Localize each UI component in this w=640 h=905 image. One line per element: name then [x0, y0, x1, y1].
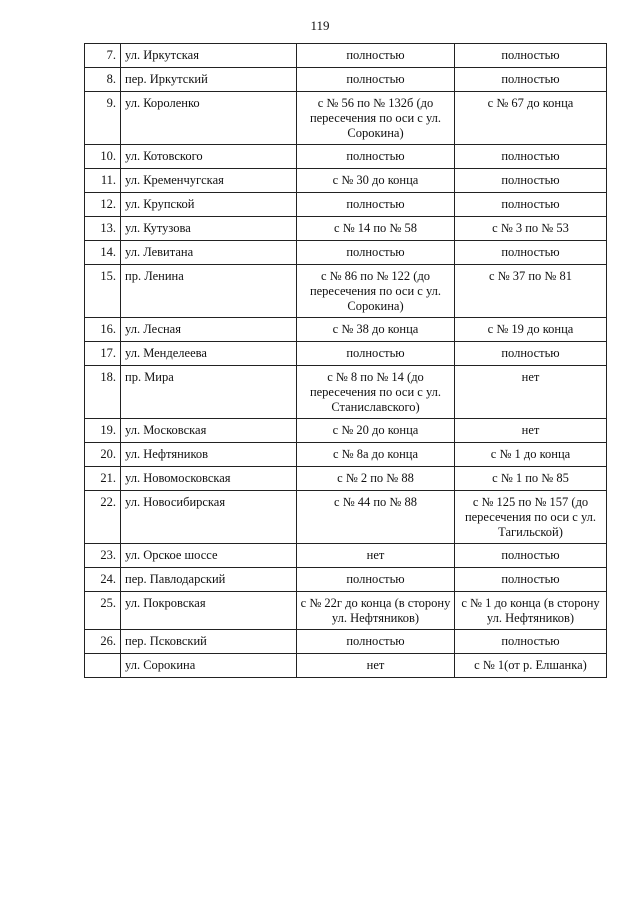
row-number-cell: 21.	[85, 467, 121, 491]
street-name-cell: ул. Новосибирская	[121, 491, 297, 544]
range-a-cell: полностью	[297, 568, 455, 592]
table-row	[85, 217, 607, 241]
table-row	[85, 92, 607, 145]
range-b-cell: с № 125 по № 157 (до пересечения по оси с ул. Тагильской)	[455, 491, 607, 544]
range-b-cell: с № 1(от р. Елшанка)	[455, 654, 607, 678]
range-a-cell: полностью	[297, 630, 455, 654]
row-number-cell	[85, 654, 121, 678]
table-row	[85, 265, 607, 318]
row-number-cell: 25.	[85, 592, 121, 630]
range-a-cell: с № 14 по № 58	[297, 217, 455, 241]
range-b-cell: нет	[455, 419, 607, 443]
street-name-cell: ул. Котовского	[121, 145, 297, 169]
row-number-cell: 18.	[85, 366, 121, 419]
range-a-cell: с № 22г до конца (в сторону ул. Нефтяников)	[297, 592, 455, 630]
range-a-cell: с № 38 до конца	[297, 318, 455, 342]
table-row	[85, 568, 607, 592]
row-number-cell: 14.	[85, 241, 121, 265]
range-a-cell: полностью	[297, 193, 455, 217]
row-number-cell: 9.	[85, 92, 121, 145]
table-row	[85, 241, 607, 265]
range-b-cell: полностью	[455, 342, 607, 366]
table-row	[85, 145, 607, 169]
range-b-cell: полностью	[455, 193, 607, 217]
range-a-cell: полностью	[297, 241, 455, 265]
range-a-cell: с № 86 по № 122 (до пересечения по оси с ул. Сорокина)	[297, 265, 455, 318]
range-b-cell: полностью	[455, 630, 607, 654]
range-a-cell: полностью	[297, 342, 455, 366]
range-b-cell: полностью	[455, 169, 607, 193]
street-name-cell: ул. Короленко	[121, 92, 297, 145]
table-body	[85, 44, 607, 678]
range-b-cell: с № 1 до конца (в сторону ул. Нефтяников)	[455, 592, 607, 630]
range-b-cell: с № 3 по № 53	[455, 217, 607, 241]
row-number-cell: 8.	[85, 68, 121, 92]
table-row	[85, 467, 607, 491]
street-name-cell: пер. Павлодарский	[121, 568, 297, 592]
range-b-cell: с № 37 по № 81	[455, 265, 607, 318]
range-b-cell: с № 1 до конца	[455, 443, 607, 467]
range-a-cell: с № 20 до конца	[297, 419, 455, 443]
page-number: 119	[310, 18, 330, 33]
row-number-cell: 17.	[85, 342, 121, 366]
range-a-cell: с № 8 по № 14 (до пересечения по оси с ул. Станиславского)	[297, 366, 455, 419]
table-row	[85, 342, 607, 366]
row-number-cell: 24.	[85, 568, 121, 592]
row-number-cell: 19.	[85, 419, 121, 443]
row-number-cell: 16.	[85, 318, 121, 342]
range-a-cell: с № 8а до конца	[297, 443, 455, 467]
street-name-cell: пр. Мира	[121, 366, 297, 419]
row-number-cell: 11.	[85, 169, 121, 193]
range-a-cell: полностью	[297, 44, 455, 68]
range-a-cell: с № 30 до конца	[297, 169, 455, 193]
street-name-cell: ул. Московская	[121, 419, 297, 443]
range-b-cell: нет	[455, 366, 607, 419]
table-row	[85, 491, 607, 544]
table-row	[85, 630, 607, 654]
street-name-cell: ул. Иркутская	[121, 44, 297, 68]
table-row	[85, 44, 607, 68]
range-a-cell: с № 2 по № 88	[297, 467, 455, 491]
table-row	[85, 193, 607, 217]
range-b-cell: полностью	[455, 68, 607, 92]
range-a-cell: с № 56 по № 132б (до пересечения по оси с ул. Сорокина)	[297, 92, 455, 145]
street-name-cell: ул. Левитана	[121, 241, 297, 265]
table-row	[85, 654, 607, 678]
range-a-cell: нет	[297, 544, 455, 568]
table-row	[85, 68, 607, 92]
street-name-cell: ул. Лесная	[121, 318, 297, 342]
range-a-cell: нет	[297, 654, 455, 678]
range-b-cell: полностью	[455, 44, 607, 68]
row-number-cell: 12.	[85, 193, 121, 217]
row-number-cell: 20.	[85, 443, 121, 467]
street-name-cell: ул. Кременчугская	[121, 169, 297, 193]
range-a-cell: полностью	[297, 68, 455, 92]
range-b-cell: с № 67 до конца	[455, 92, 607, 145]
range-b-cell: полностью	[455, 241, 607, 265]
table-row	[85, 318, 607, 342]
street-name-cell: ул. Крупской	[121, 193, 297, 217]
table-row	[85, 544, 607, 568]
range-a-cell: полностью	[297, 145, 455, 169]
street-name-cell: ул. Покровская	[121, 592, 297, 630]
table-row	[85, 443, 607, 467]
street-name-cell: пер. Иркутский	[121, 68, 297, 92]
street-name-cell: пер. Псковский	[121, 630, 297, 654]
row-number-cell: 7.	[85, 44, 121, 68]
table-row	[85, 366, 607, 419]
street-name-cell: ул. Кутузова	[121, 217, 297, 241]
table-row	[85, 592, 607, 630]
table-row	[85, 419, 607, 443]
range-b-cell: полностью	[455, 544, 607, 568]
table-row	[85, 169, 607, 193]
row-number-cell: 26.	[85, 630, 121, 654]
row-number-cell: 23.	[85, 544, 121, 568]
street-name-cell: ул. Менделеева	[121, 342, 297, 366]
street-name-cell: ул. Нефтяников	[121, 443, 297, 467]
row-number-cell: 13.	[85, 217, 121, 241]
range-b-cell: с № 1 по № 85	[455, 467, 607, 491]
row-number-cell: 10.	[85, 145, 121, 169]
range-b-cell: полностью	[455, 568, 607, 592]
range-b-cell: полностью	[455, 145, 607, 169]
row-number-cell: 22.	[85, 491, 121, 544]
range-b-cell: с № 19 до конца	[455, 318, 607, 342]
street-name-cell: ул. Сорокина	[121, 654, 297, 678]
range-a-cell: с № 44 по № 88	[297, 491, 455, 544]
street-name-cell: пр. Ленина	[121, 265, 297, 318]
row-number-cell: 15.	[85, 265, 121, 318]
street-name-cell: ул. Новомосковская	[121, 467, 297, 491]
street-name-cell: ул. Орское шоссе	[121, 544, 297, 568]
streets-table	[84, 43, 607, 678]
